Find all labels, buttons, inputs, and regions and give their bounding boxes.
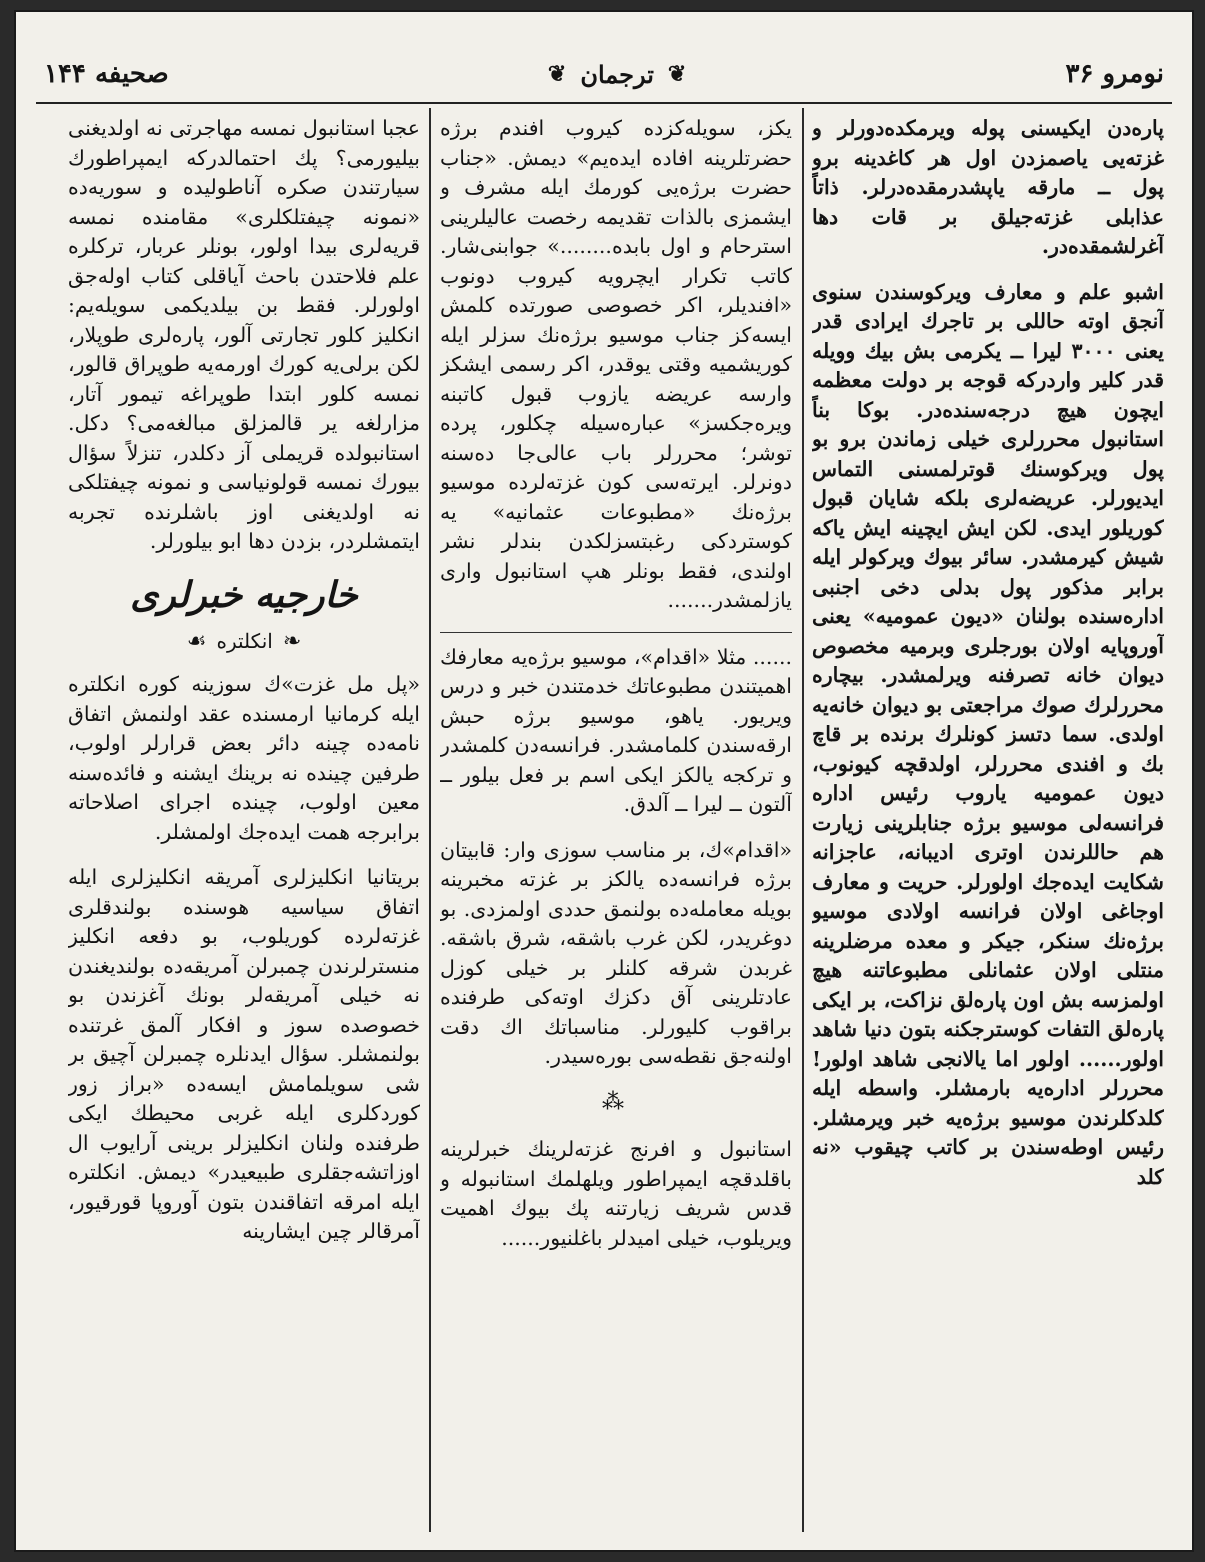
ornament-left-icon: ❦ — [547, 61, 567, 87]
paragraph: يكز، سويله‌كزده كيروب افندم برژه حضرتلرينه افاده ايده‌يم» ديمش. «جناب حضرت برژه‌يى كورمك ايله مشرف و ايشمزى بالذات تقديمه رخصت عاليلرينى استرحام و اول بابده........» جوابنى‌شار. كاتب تكرار ايچرويه كيروب دونوب «افنديلر، اكر خصوصى صورتده كلمش ايسه‌كز جناب موسيو برژه‌نك سزلر ايله كوريشميه وقتى يوقدر، اكر رسمى ايشكز وارسه عريضه يازوب قبول كاتبنه ويره‌جكسز» عباره‌سيله چكلور، پرده توشر؛ محررلر باب عالى‌جا ده‌سنه دونرلر. ايرته‌سى كون غزته‌لرده موسيو برژه‌نك «مطبوعات عثمانيه» يه كوستردكى رغبتسزلكدن بندلر نشر اولندى، فقط بونلر هپ استانبول وارى يازلمشدر....... — [440, 116, 792, 612]
ornament-icon: ❧ — [282, 628, 302, 654]
masthead — [548, 60, 686, 89]
column-1 — [812, 114, 1164, 1536]
section-title: خارجيه خبرلرى — [130, 573, 358, 616]
paragraph: بريتانيا انكليزلرى آمريقه انكليزلرى ايله اتفاق سياسيه هوسنده بولندقلرى غزته‌لرده كوريلوب، بو دفعه انكليز منسترلرندن چمبرلن آمريقه‌ده بولنديغندن نه خيلى آمريقه‌لر بونك آغزندن بو خصوصده سوز و افكار آلمق غرتنده بولنمشلر. سؤال ايدنلره چمبرلن آچيق بر شى سويلمامش ايسه‌ده «براز زور كوردكلرى ايله غربى محيطك ايكى طرفنده ولنان انكليزلر برينى آرايوب ال اوزاتشه‌جقلرى طبيعيدر» ديمش. انكلتره ايله امرقه اتفاقندن بتون آوروپا قورقيور، آمرقالر چين ايشارينه — [68, 865, 420, 1243]
column-divider-1 — [802, 108, 804, 1532]
header-rule — [36, 102, 1172, 104]
newspaper-title: ترجمان — [580, 59, 654, 89]
column-3 — [68, 114, 420, 1536]
paragraph: ...... مثلا «اقدام»، موسيو برژه‌يه معارفك اهميتندن مطبوعاتك خدمتندن خبر و درس ويريور. ياهو، موسيو برژه حبش ارقه‌سندن كلمامشدر. فرانسه‌دن كلمشدر و تركجه يالكز ايكى اسم بر فعل بيلور ــ آلتون ــ ليرا ــ آلدق. — [440, 644, 792, 816]
column-divider-2 — [429, 108, 431, 1532]
page-number: صحيفه ۱۴۴ — [44, 59, 169, 89]
ornament-icon: ☙ — [186, 628, 207, 654]
asterism-icon: ⁂ — [602, 1089, 630, 1115]
subsection-title: انكلتره — [216, 628, 273, 653]
paragraph: پاره‌دن ايكيسنى پوله ويرمكده‌دورلر و غزته‌يى ياصمزدن اول هر كاغدينه برو پول ــ مارقه ياپشدرمقده‌درلر. ذاتاً عذابلى غزته‌جيلق بر قات دها آغرلشمقده‌در. — [812, 116, 1164, 258]
paragraph: «پل مل غزت»ك سوزينه كوره انكلتره ايله كرمانيا ارمسنده عقد اولنمش اتفاق نامه‌ده چينه دائر بعض قرارلر اولوب، طرفين چينده نه برينك ايشنه و فائده‌سنه معين اولوب، چينده اجراى اصلاحاته برابرجه همت ايده‌جك اولمشلر. — [68, 672, 420, 844]
divider — [440, 632, 792, 633]
paragraph: عجبا استانبول نمسه مهاجرتى نه اولديغنى بيليورمى؟ پك احتمالدركه ايمپراطورك سيارتندن صكره آناطوليده و سوريه‌ده «نمونه چيفتلكلرى» مقامنده نمسه قريه‌لرى بيدا اولور، بونلر عربار، تركلره علم فلاحتدن باحث آياقلى كتاب اوله‌جق اولورلر. فقط بن بيلديكمى سويله‌يم: انكليز كلور تجارتى آلور، پاره‌لرى طوپلار، لكن برلى‌يه كورك اورمه‌يه طوپراق قالور، نمسه كلور ابتدا طوپراغه تيمور آتار، مزارلغه ير قالمزلق مبالغه‌مى؟ دكل. استانبولده قريملى آز دكلدر، تنزلاً سؤال بيورك نمسه قولونياسى و نمونه چيفتلكى نه اولديغنى اوز باشلرنده تجربه ايتمشلردر، بزدن دها ابو بيلورلر. — [68, 116, 420, 553]
subsection-heading — [68, 627, 420, 657]
paragraph: «اقدام»ك، بر مناسب سوزى وار: قابيتان برژه فرانسه‌ده يالكز بر غزته مخبرينه بويله معامله‌ده بولنمق حددى اولمزدى. بو دوغريدر، لكن غرب باشقه، شرق باشقه. غربدن شرقه كلنلر بر خيلى كوزل عادتلرينى آق دكزك اوته‌كى طرفنده براقوب كليورلر. مناسباتك اك دقت اولنه‌جق نقطه‌سى بوره‌سيدر. — [440, 837, 792, 1068]
ornament-right-icon: ❦ — [667, 61, 687, 87]
paragraph: اشبو علم و معارف ويركوسندن سنوى آنجق اوته حاللى بر تاجرك ايرادى قدر يعنى ۳۰۰۰ ليرا ــ يكرمى بش بيك وويله قدر كلير واردركه قوجه بر دولت معظمه ايچون هيچ درجه‌سنده‌در. بوكا بناً استانبول محررلرى خيلى زماندن برو بو پول ويركوسنك قوترلمسنى التماس ايديورلر. عريضه‌لرى بلكه شايان قبول كوريلور ايدى. لكن ايش ايچينه ايش ياكه شيش كيرمشدر. سائر بيوك ويركولر ايله برابر مذكور پول بدلى دخى اجنبى اداره‌سنده بولنان «ديون عموميه» يعنى آوروپايه اولان بورجلرى وبرميه مخصوص ديوان خانه تصرفنه ويرلمشدر. بيچاره محررلرك صوك مراجعتى بو ديوان خانه‌يه اولدى. سما دتسز كونلرك برنده بر قاچ بك و افندى محررلر، اولدقچه كيونوب، ديون عموميه ياروب رئيس اداره فرانسه‌لى موسيو برژه جنابلرينى زيارت هم حاللرندن اوترى اديبانه، عاجزانه شكايت ايده‌جك اولورلر. حريت و معارف اوجاغى اولان فرانسه اولادى موسيو برژه‌نك سنكر، جيكر و معده مرضلرينه منتلى اولان عثمانلى مطبوعاتنه هيچ اولمزسه بش اون پاره‌لق نزاكت، بر ايكى پاره‌لق التفات كوسترجكنه بتون دنيا شاهد اولور...... اولور اما يالانجى شاهد اولور! محررلر اداره‌يه بارمشلر. واسطه ايله كلدكلرندن موسيو برژه‌يه خبر ويرمشلر. رئيس اوطه‌سندن بر كاتب چيقوب «نه كلد — [812, 279, 1164, 1189]
issue-number: نومرو ۳۶ — [1065, 59, 1164, 89]
column-2 — [440, 114, 792, 1536]
paragraph: استانبول و افرنج غزته‌لرينك خبرلرينه باقلدقچه ايمپراطور ويلهلمك استانبوله و قدس شريف زيارتنه پك بيوك اهميت ويريلوب، خيلى اميدلر باغلنيور...... — [440, 1137, 792, 1250]
newspaper-page — [14, 10, 1194, 1552]
page-header — [44, 50, 1164, 98]
